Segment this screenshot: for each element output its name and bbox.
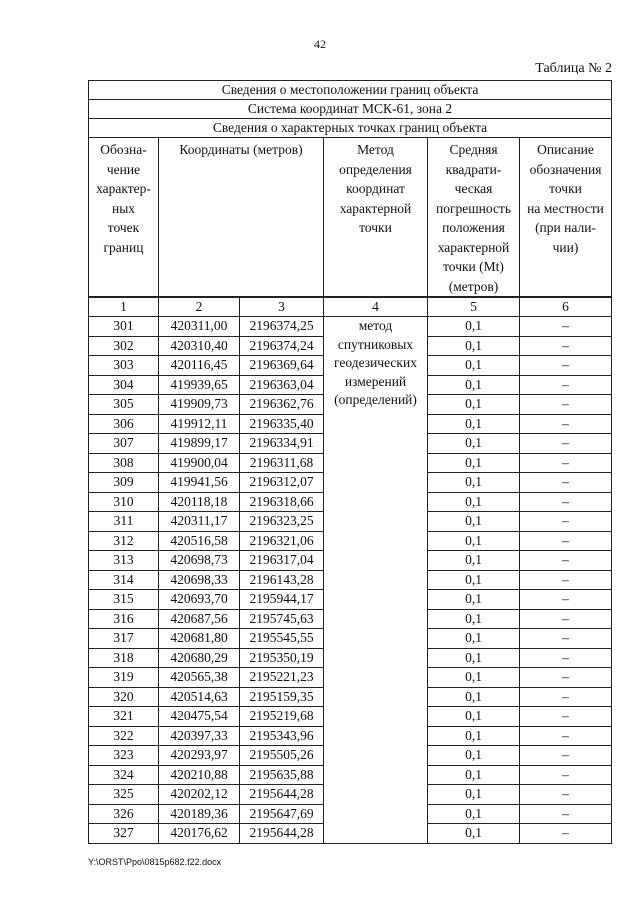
table-body	[89, 317, 612, 844]
point-cell: 324	[89, 765, 159, 785]
description-cell: –	[520, 570, 612, 590]
description-cell: –	[520, 785, 612, 805]
point-cell: 325	[89, 785, 159, 805]
column-number: 2	[159, 297, 240, 317]
y-coordinate-cell: 2196321,06	[240, 531, 324, 551]
point-cell: 304	[89, 375, 159, 395]
accuracy-cell: 0,1	[428, 492, 520, 512]
table-row	[89, 317, 612, 337]
x-coordinate-cell: 420680,29	[159, 648, 240, 668]
point-cell: 308	[89, 453, 159, 473]
x-coordinate-cell: 419941,56	[159, 473, 240, 493]
point-cell: 314	[89, 570, 159, 590]
y-coordinate-cell: 2195343,96	[240, 726, 324, 746]
description-cell: –	[520, 531, 612, 551]
x-coordinate-cell: 420475,54	[159, 707, 240, 727]
description-cell: –	[520, 726, 612, 746]
x-coordinate-cell: 420698,73	[159, 551, 240, 571]
file-path-footer: Y:\ORST\Ppo\0815p682.f22.docx	[88, 857, 222, 867]
point-cell: 318	[89, 648, 159, 668]
table-title: Сведения о местоположении границ объекта	[89, 81, 612, 100]
point-cell: 307	[89, 434, 159, 454]
description-cell: –	[520, 551, 612, 571]
coordinate-system: Система координат МСК-61, зона 2	[89, 100, 612, 119]
y-coordinate-cell: 2196369,64	[240, 356, 324, 376]
description-cell: –	[520, 336, 612, 356]
point-cell: 315	[89, 590, 159, 610]
point-cell: 326	[89, 804, 159, 824]
point-cell: 313	[89, 551, 159, 571]
x-coordinate-cell: 420293,97	[159, 746, 240, 766]
header-description: Описание обозначения точки на местности (при нали- чии)	[520, 138, 612, 298]
x-coordinate-cell: 420687,56	[159, 609, 240, 629]
point-cell: 320	[89, 687, 159, 707]
x-coordinate-cell: 420118,18	[159, 492, 240, 512]
point-cell: 310	[89, 492, 159, 512]
point-cell: 302	[89, 336, 159, 356]
accuracy-cell: 0,1	[428, 726, 520, 746]
y-coordinate-cell: 2195350,19	[240, 648, 324, 668]
y-coordinate-cell: 2195545,55	[240, 629, 324, 649]
description-cell: –	[520, 473, 612, 493]
description-cell: –	[520, 414, 612, 434]
accuracy-cell: 0,1	[428, 551, 520, 571]
x-coordinate-cell: 420693,70	[159, 590, 240, 610]
header-coordinates: Координаты (метров)	[159, 138, 324, 298]
point-cell: 321	[89, 707, 159, 727]
y-coordinate-cell: 2195944,17	[240, 590, 324, 610]
y-coordinate-cell: 2196318,66	[240, 492, 324, 512]
accuracy-cell: 0,1	[428, 414, 520, 434]
y-coordinate-cell: 2196374,25	[240, 317, 324, 337]
y-coordinate-cell: 2196317,04	[240, 551, 324, 571]
column-number: 4	[324, 297, 428, 317]
description-cell: –	[520, 453, 612, 473]
point-cell: 303	[89, 356, 159, 376]
point-cell: 312	[89, 531, 159, 551]
y-coordinate-cell: 2195644,28	[240, 824, 324, 844]
accuracy-cell: 0,1	[428, 629, 520, 649]
point-cell: 311	[89, 512, 159, 532]
description-cell: –	[520, 746, 612, 766]
accuracy-cell: 0,1	[428, 609, 520, 629]
x-coordinate-cell: 420210,88	[159, 765, 240, 785]
accuracy-cell: 0,1	[428, 317, 520, 337]
point-cell: 319	[89, 668, 159, 688]
description-cell: –	[520, 804, 612, 824]
accuracy-cell: 0,1	[428, 804, 520, 824]
point-cell: 301	[89, 317, 159, 337]
accuracy-cell: 0,1	[428, 570, 520, 590]
description-cell: –	[520, 707, 612, 727]
point-cell: 305	[89, 395, 159, 415]
accuracy-cell: 0,1	[428, 746, 520, 766]
x-coordinate-cell: 420189,36	[159, 804, 240, 824]
x-coordinate-cell: 420516,58	[159, 531, 240, 551]
x-coordinate-cell: 420565,38	[159, 668, 240, 688]
accuracy-cell: 0,1	[428, 512, 520, 532]
x-coordinate-cell: 419909,73	[159, 395, 240, 415]
description-cell: –	[520, 824, 612, 844]
y-coordinate-cell: 2195159,35	[240, 687, 324, 707]
y-coordinate-cell: 2195644,28	[240, 785, 324, 805]
accuracy-cell: 0,1	[428, 395, 520, 415]
description-cell: –	[520, 629, 612, 649]
point-cell: 317	[89, 629, 159, 649]
accuracy-cell: 0,1	[428, 785, 520, 805]
x-coordinate-cell: 420202,12	[159, 785, 240, 805]
y-coordinate-cell: 2195635,88	[240, 765, 324, 785]
accuracy-cell: 0,1	[428, 687, 520, 707]
point-cell: 327	[89, 824, 159, 844]
accuracy-cell: 0,1	[428, 453, 520, 473]
y-coordinate-cell: 2195505,26	[240, 746, 324, 766]
description-cell: –	[520, 648, 612, 668]
x-coordinate-cell: 419912,11	[159, 414, 240, 434]
y-coordinate-cell: 2196374,24	[240, 336, 324, 356]
x-coordinate-cell: 420397,33	[159, 726, 240, 746]
x-coordinate-cell: 420698,33	[159, 570, 240, 590]
description-cell: –	[520, 668, 612, 688]
y-coordinate-cell: 2196311,68	[240, 453, 324, 473]
accuracy-cell: 0,1	[428, 336, 520, 356]
x-coordinate-cell: 420310,40	[159, 336, 240, 356]
accuracy-cell: 0,1	[428, 356, 520, 376]
description-cell: –	[520, 765, 612, 785]
x-coordinate-cell: 420116,45	[159, 356, 240, 376]
method-cell: метод спутниковых геодезических измерений (определений)	[324, 317, 428, 844]
coordinates-table	[88, 80, 612, 844]
accuracy-cell: 0,1	[428, 531, 520, 551]
accuracy-cell: 0,1	[428, 765, 520, 785]
description-cell: –	[520, 375, 612, 395]
header-point-designation: Обозна- чение характер- ных точек границ	[89, 138, 159, 298]
column-number: 6	[520, 297, 612, 317]
description-cell: –	[520, 434, 612, 454]
accuracy-cell: 0,1	[428, 707, 520, 727]
y-coordinate-cell: 2196143,28	[240, 570, 324, 590]
y-coordinate-cell: 2196334,91	[240, 434, 324, 454]
y-coordinate-cell: 2196323,25	[240, 512, 324, 532]
page-number: 42	[314, 37, 326, 51]
accuracy-cell: 0,1	[428, 648, 520, 668]
accuracy-cell: 0,1	[428, 434, 520, 454]
description-cell: –	[520, 492, 612, 512]
x-coordinate-cell: 419939,65	[159, 375, 240, 395]
column-number: 1	[89, 297, 159, 317]
accuracy-cell: 0,1	[428, 473, 520, 493]
x-coordinate-cell: 420311,00	[159, 317, 240, 337]
column-number: 3	[240, 297, 324, 317]
y-coordinate-cell: 2195221,23	[240, 668, 324, 688]
description-cell: –	[520, 512, 612, 532]
point-cell: 306	[89, 414, 159, 434]
x-coordinate-cell: 419899,17	[159, 434, 240, 454]
description-cell: –	[520, 395, 612, 415]
y-coordinate-cell: 2195647,69	[240, 804, 324, 824]
description-cell: –	[520, 687, 612, 707]
accuracy-cell: 0,1	[428, 824, 520, 844]
accuracy-cell: 0,1	[428, 375, 520, 395]
table-label: Таблица № 2	[535, 61, 612, 76]
y-coordinate-cell: 2196363,04	[240, 375, 324, 395]
y-coordinate-cell: 2196312,07	[240, 473, 324, 493]
description-cell: –	[520, 590, 612, 610]
x-coordinate-cell: 420311,17	[159, 512, 240, 532]
point-cell: 309	[89, 473, 159, 493]
x-coordinate-cell: 420176,62	[159, 824, 240, 844]
column-number: 5	[428, 297, 520, 317]
description-cell: –	[520, 317, 612, 337]
description-cell: –	[520, 609, 612, 629]
point-cell: 316	[89, 609, 159, 629]
y-coordinate-cell: 2196335,40	[240, 414, 324, 434]
x-coordinate-cell: 420514,63	[159, 687, 240, 707]
y-coordinate-cell: 2195745,63	[240, 609, 324, 629]
point-cell: 322	[89, 726, 159, 746]
accuracy-cell: 0,1	[428, 668, 520, 688]
point-cell: 323	[89, 746, 159, 766]
header-method: Метод определения координат характерной точки	[324, 138, 428, 298]
y-coordinate-cell: 2196362,76	[240, 395, 324, 415]
header-accuracy: Средняя квадрати- ческая погрешность положения характерной точки (Mt) (метров)	[428, 138, 520, 298]
description-cell: –	[520, 356, 612, 376]
section-title: Сведения о характерных точках границ объекта	[89, 119, 612, 138]
x-coordinate-cell: 419900,04	[159, 453, 240, 473]
accuracy-cell: 0,1	[428, 590, 520, 610]
y-coordinate-cell: 2195219,68	[240, 707, 324, 727]
x-coordinate-cell: 420681,80	[159, 629, 240, 649]
